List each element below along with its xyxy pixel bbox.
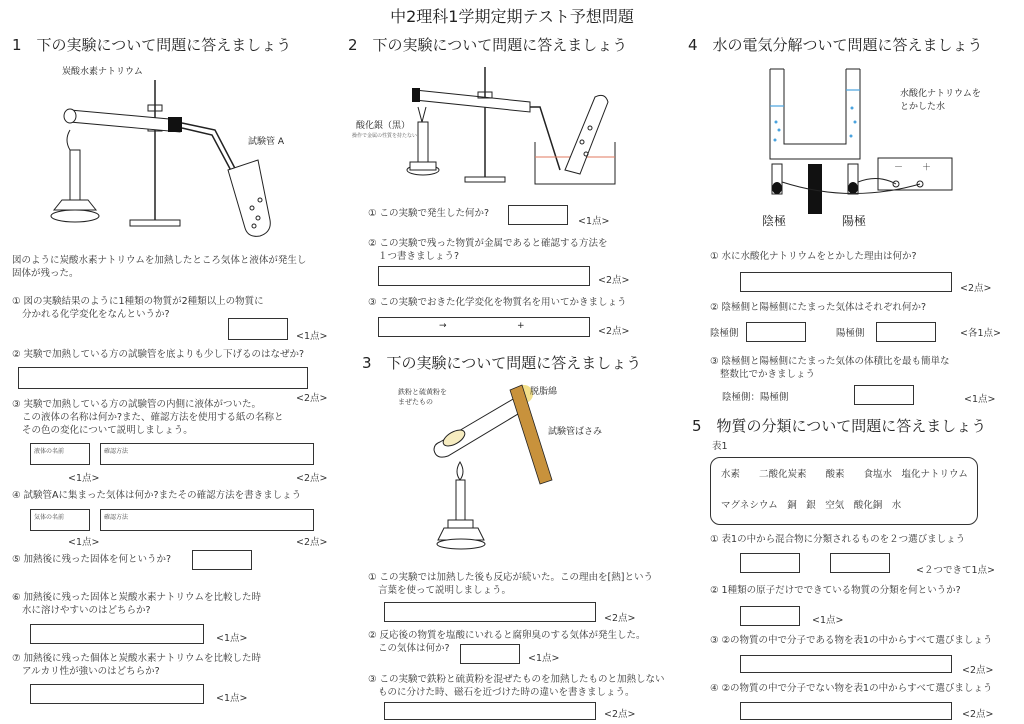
s5-q2-answer-box[interactable]	[740, 606, 800, 626]
s1-q3-line1: ③ 実験で加熱している方の試験管の内側に液体がついた。	[12, 399, 262, 410]
s5-q1-answer-box-1[interactable]	[740, 553, 800, 573]
s2-q2-line1: ② この実験で残った物質が金属であると確認する方法を	[368, 238, 608, 249]
power-minus: －	[894, 163, 904, 173]
s3-q2-line1: ② 反応後の物質を塩酸にいれると腐卵臭のする気体が発生した。	[368, 630, 646, 641]
s1-q1-line2: 分かれる化学変化をなんというか?	[22, 309, 170, 320]
section1-intro-line1: 図のように炭酸水素ナトリウムを加熱したところ気体と液体が発生し	[12, 255, 307, 266]
s2-q3-plus: +	[517, 321, 525, 331]
s1-q6-line2: 水に溶けやすいのはどちらか?	[22, 605, 151, 616]
section3-heading: 3 下の実験について問題に答えましょう	[362, 354, 642, 372]
s4-q1-points: <2点>	[960, 283, 992, 294]
s4-q3-line2: 整数比でかきましょう	[720, 369, 816, 380]
s1-q4-method-caption: 確認方法	[104, 514, 129, 521]
s3-q2-points: <1点>	[528, 653, 560, 664]
s1-q3-line2: この液体の名称は何か?また、確認方法を使用する紙の名称と	[22, 412, 284, 423]
label-silver-oxide: 酸化銀（黒）	[356, 121, 411, 131]
s1-q5: ⑤ 加熱後に残った固体を何というか?	[12, 554, 172, 565]
s4-q3-line1: ③ 陰極側と陽極側にたまった気体の体積比を最も簡単な	[710, 356, 950, 367]
s1-q4-method-box[interactable]	[100, 509, 314, 531]
s1-q4-gas-name-box[interactable]	[30, 509, 90, 531]
s3-q3-line1: ③ この実験で鉄粉と硫黄粉を混ぜたものを加熱したものと加熱しない	[368, 674, 665, 685]
section1-apparatus-diagram	[40, 60, 280, 240]
section2-apparatus-diagram	[400, 62, 630, 192]
s3-q1-line2: 言葉を使って説明しましょう。	[378, 585, 512, 596]
label-mixture-line1: 鉄粉と硫黄粉を	[398, 388, 447, 396]
label-silver-oxide-note: 操作で金属の性質を持たない	[352, 133, 418, 139]
s5-q4-answer-box[interactable]	[740, 702, 952, 720]
s1-q5-answer-box[interactable]	[192, 550, 252, 570]
s4-q2-anode-label: 陽極側	[836, 328, 865, 339]
section4-heading: 4 水の電気分解ついて問題に答えましょう	[688, 36, 983, 54]
s3-q1-points: <2点>	[604, 613, 636, 624]
s4-q1-answer-box[interactable]	[740, 272, 952, 292]
s5-q3: ③ ②の物質の中で分子である物を表1の中からすべて選びましょう	[710, 635, 993, 646]
label-mixture-line2: まぜたもの	[398, 398, 433, 406]
s4-q2-points: <各1点>	[960, 328, 1001, 339]
label-sodium-bicarbonate: 炭酸水素ナトリウム	[62, 67, 143, 77]
s2-q3-points: <2点>	[598, 326, 630, 337]
s3-q3-line2: ものに分けた時、磁石を近づけた時の違いを書きましょう。	[378, 687, 635, 698]
s1-q1-line1: ① 図の実験結果のように1種類の物質が2種類以上の物質に	[12, 296, 264, 307]
s1-q4-points-a: <1点>	[68, 537, 100, 548]
s4-q2-anode-box[interactable]	[876, 322, 936, 342]
s1-q1-answer-box[interactable]	[228, 318, 288, 340]
s1-q7-answer-box[interactable]	[30, 684, 204, 704]
s4-q1: ① 水に水酸化ナトリウムをとかした理由は何か?	[710, 251, 917, 262]
s2-q2-line2: １つ書きましょう?	[378, 251, 460, 262]
s4-q2-cathode-label: 陰極側	[710, 328, 739, 339]
s1-q2-points: <2点>	[296, 393, 328, 404]
section2-heading: 2 下の実験について問題に答えましょう	[348, 36, 628, 54]
s2-q3-answer-box[interactable]	[378, 317, 590, 337]
table1-row1: 水素 二酸化炭素 酸素 食塩水 塩化ナトリウム	[721, 469, 968, 480]
s1-q7-line1: ⑦ 加熱後に残った個体と炭酸水素ナトリウムを比較した時	[12, 653, 261, 664]
s1-q6-answer-box[interactable]	[30, 624, 204, 644]
label-naoh-line2: とかした水	[900, 102, 946, 112]
s3-q3-points: <2点>	[604, 709, 636, 720]
s4-q3-points: <1点>	[964, 394, 996, 405]
section5-heading: 5 物質の分類について問題に答えましょう	[692, 417, 987, 435]
s1-q3-points-b: <2点>	[296, 473, 328, 484]
s5-q4-points: <2点>	[962, 709, 994, 720]
s5-q2: ② 1種類の原子だけでできている物質の分類を何というか?	[710, 585, 961, 596]
s2-q3-arrow: →	[439, 321, 447, 331]
s1-q3-liquid-name-caption: 液体の名前	[34, 448, 65, 455]
label-naoh-line1: 水酸化ナトリウムを	[900, 89, 981, 99]
s5-q4: ④ ②の物質の中で分子でない物を表1の中からすべて選びましょう	[710, 683, 993, 694]
s5-q1-points: <２つできて1点>	[916, 565, 995, 576]
s1-q6-points: <1点>	[216, 633, 248, 644]
s3-q2-answer-box[interactable]	[460, 644, 520, 664]
s4-q3-ratio-label: 陰極側：陽極側	[722, 392, 789, 403]
label-test-tube-a: 試験管 A	[248, 137, 285, 147]
page-title: 中2理科1学期定期テスト予想問題	[390, 7, 634, 26]
s1-q1-points: <1点>	[296, 331, 328, 342]
s1-q2: ② 実験で加熱している方の試験管を底よりも少し下げるのはなぜか?	[12, 349, 305, 360]
label-cotton: 脱脂綿	[530, 387, 558, 397]
s3-q2-line2: この気体は何か?	[378, 643, 450, 654]
s2-q3: ③ この実験でおきた化学変化を物質名を用いてかきましょう	[368, 297, 627, 308]
s4-q2-cathode-box[interactable]	[746, 322, 806, 342]
s4-q2: ② 陰極側と陽極側にたまった気体はそれぞれ何か?	[710, 302, 927, 313]
label-cathode: 陰極	[762, 214, 787, 228]
section1-intro-line2: 固体が残った。	[12, 268, 79, 279]
s2-q1: ① この実験で発生した何か?	[368, 208, 490, 219]
s1-q4-points-b: <2点>	[296, 537, 328, 548]
s5-q1: ① 表1の中から混合物に分類されるものを２つ選びましょう	[710, 534, 966, 545]
s1-q3-line3: その色の変化について説明しましょう。	[22, 425, 193, 436]
power-plus: ＋	[922, 163, 932, 173]
s5-q1-answer-box-2[interactable]	[830, 553, 890, 573]
table1-label: 表1	[712, 441, 728, 452]
s2-q2-answer-box[interactable]	[378, 266, 590, 286]
s5-q3-answer-box[interactable]	[740, 655, 952, 673]
s1-q2-answer-box[interactable]	[18, 367, 308, 389]
s5-q2-points: <1点>	[812, 615, 844, 626]
section1-heading: 1 下の実験について問題に答えましょう	[12, 36, 292, 54]
s1-q3-method-caption: 確認方法	[104, 448, 129, 455]
s2-q2-points: <2点>	[598, 275, 630, 286]
table1-box	[710, 457, 978, 525]
s3-q1-answer-box[interactable]	[384, 602, 596, 622]
s1-q4-gas-name-caption: 気体の名前	[34, 514, 65, 521]
s1-q3-points-a: <1点>	[68, 473, 100, 484]
s3-q3-answer-box[interactable]	[384, 702, 596, 720]
s1-q6-line1: ⑥ 加熱後に残った固体と炭酸水素ナトリウムを比較した時	[12, 592, 261, 603]
s2-q1-answer-box[interactable]	[508, 205, 568, 225]
s1-q3-liquid-name-box[interactable]	[30, 443, 90, 465]
s1-q7-points: <1点>	[216, 693, 248, 704]
s3-q1-line1: ① この実験では加熱した後も反応が続いた。この理由を[熱]という	[368, 572, 653, 583]
s4-q3-answer-box[interactable]	[854, 385, 914, 405]
label-tongs: 試験管ばさみ	[548, 427, 603, 437]
s5-q3-points: <2点>	[962, 665, 994, 676]
s1-q7-line2: アルカリ性が強いのはどちらか?	[22, 666, 160, 677]
table1-row2: マグネシウム 銅 銀 空気 酸化銅 水	[721, 500, 902, 511]
section3-apparatus-diagram	[420, 380, 570, 560]
s2-q1-points: <1点>	[578, 216, 610, 227]
s1-q3-method-box[interactable]	[100, 443, 314, 465]
s1-q4: ④ 試験管Aに集まった気体は何か?またその確認方法を書きましょう	[12, 490, 302, 501]
label-anode: 陽極	[842, 214, 867, 228]
